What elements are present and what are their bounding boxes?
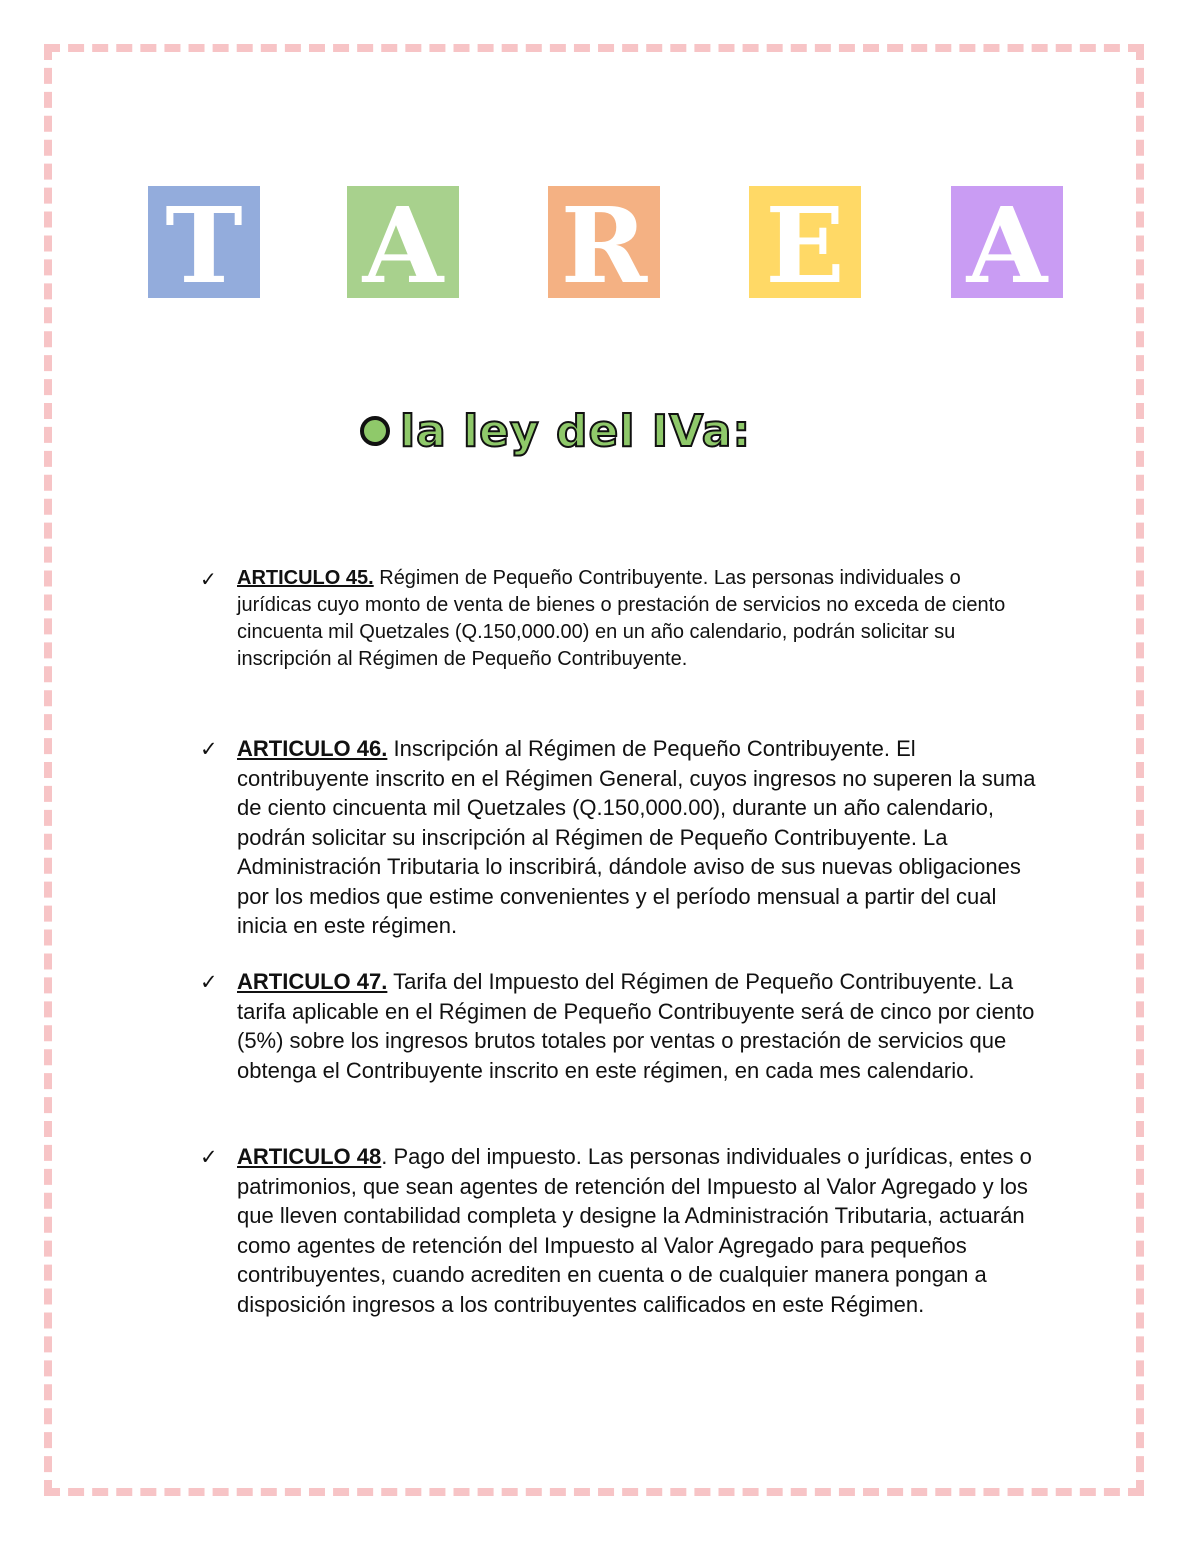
heading-text: la ley del IVa:: [400, 405, 752, 457]
article-text: [237, 734, 1040, 941]
article-text: [237, 565, 1040, 673]
article-body: Inscripción al Régimen de Pequeño Contribuyente. El contribuyente inscrito en el Régimen General, cuyos ingresos no superen la suma de ciento cincuenta mil Quetzales (Q.150,000.00), durante un año calendario, podrán solicitar su inscripción al Régimen de Pequeño Contribuyente. La Administración Tributaria lo inscribirá, dándole aviso de sus nuevas obligaciones por los medios que estime convenientes y el período mensual a partir del cual inicia en este régimen.: [237, 736, 1036, 938]
article-body: Régimen de Pequeño Contribuyente. Las personas individuales o jurídicas cuyo monto de venta de bienes o prestación de servicios no exceda de ciento cincuenta mil Quetzales (Q.150,000.00) en un año calendario, podrán solicitar su inscripción al Régimen de Pequeño Contribuyente.: [237, 567, 1006, 670]
check-mark-icon: ✓: [200, 567, 217, 591]
article-45: [200, 565, 1040, 673]
article-label: ARTICULO 45.: [237, 567, 374, 589]
check-mark-icon: ✓: [200, 737, 218, 761]
article-body: Tarifa del Impuesto del Régimen de Pequeño Contribuyente. La tarifa aplicable en el Régimen de Pequeño Contribuyente será de cinco por ciento (5%) sobre los ingresos brutos totales por ventas o prestación de servicios que obtenga el Contribuyente inscrito en este régimen, en cada mes calendario.: [237, 969, 1035, 1083]
bullet-dot-icon: [360, 416, 390, 446]
article-body: . Pago del impuesto. Las personas individuales o jurídicas, entes o patrimonios, que sean agentes de retención del Impuesto al Valor Agregado y los que lleven contabilidad completa y designe la Administración Tributaria, actuarán como agentes de retención del Impuesto al Valor Agregado para pequeños contribuyentes, cuando acrediten en cuenta o de cualquier manera pongan a disposición ingresos a los contribuyentes calificados en este Régimen.: [237, 1144, 1032, 1317]
article-label: ARTICULO 46.: [237, 736, 388, 761]
title-block-a2: A: [951, 186, 1063, 298]
title-row: [0, 186, 1200, 306]
article-text: [237, 967, 1040, 1085]
article-48: [200, 1142, 1040, 1319]
title-block-a1: A: [347, 186, 459, 298]
article-46: [200, 734, 1040, 941]
article-label: ARTICULO 47.: [237, 969, 388, 994]
title-block-e: E: [749, 186, 861, 298]
check-mark-icon: ✓: [200, 1145, 218, 1169]
article-label: ARTICULO 48: [237, 1144, 382, 1169]
section-heading: [360, 396, 751, 466]
article-text: [237, 1142, 1040, 1319]
article-47: [200, 967, 1040, 1085]
check-mark-icon: ✓: [200, 970, 218, 994]
title-block-t: T: [148, 186, 260, 298]
title-block-r: R: [548, 186, 660, 298]
